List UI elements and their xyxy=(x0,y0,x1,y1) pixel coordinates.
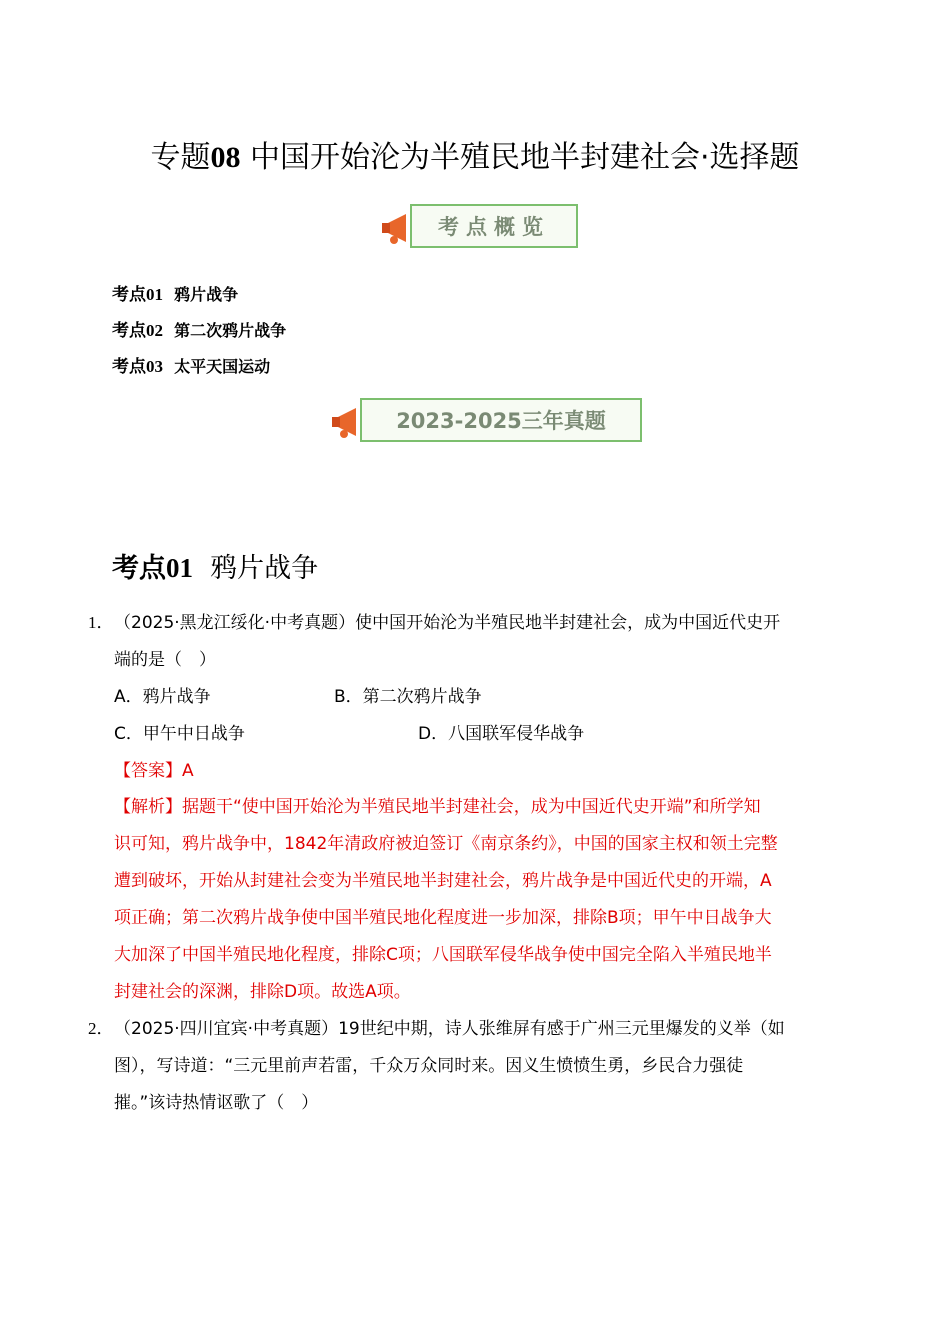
question-text: （2025·四川宜宾·中考真题）19世纪中期，诗人张维屏有感于广州三元里爆发的义举（如 xyxy=(114,1019,785,1039)
section-code: 考点01 xyxy=(112,553,193,583)
analysis-line: 大加深了中国半殖民地化程度，排除C项；八国联军侵华战争使中国完全陷入半殖民地半 xyxy=(114,945,772,965)
question-number: 1． xyxy=(88,613,114,632)
option-b: B．第二次鸦片战争 xyxy=(334,687,482,707)
section-name: 鸦片战争 xyxy=(210,553,319,584)
analysis-line: 项正确；第二次鸦片战争使中国半殖民地化程度进一步加深，排除B项；甲午中日战争大 xyxy=(114,908,772,928)
toc-code: 考点01 xyxy=(112,285,163,304)
title-number: 08 xyxy=(210,141,241,174)
option-c: C．甲午中日战争 xyxy=(114,724,245,744)
overview-banner-text: 考点概览 xyxy=(438,215,550,239)
toc-item-1 xyxy=(112,280,238,305)
answer: 【答案】A xyxy=(114,761,194,781)
toc-item-3 xyxy=(112,352,270,377)
years-banner-text: 2023-2025三年真题 xyxy=(396,409,606,433)
question-number: 2． xyxy=(88,1019,114,1038)
toc-code: 考点03 xyxy=(112,357,163,376)
toc-name: 鸦片战争 xyxy=(174,285,239,304)
overview-banner xyxy=(410,204,578,248)
option-a: A．鸦片战争 xyxy=(114,687,211,707)
toc-item-2 xyxy=(112,316,286,341)
option-d: D．八国联军侵华战争 xyxy=(418,724,585,744)
question-text: 端的是（ ） xyxy=(114,650,216,670)
question-text: 摧。”该诗热情讴歌了（ ） xyxy=(114,1093,319,1113)
title-text: 中国开始沦为半殖民地半封建社会·选择题 xyxy=(250,140,800,175)
question-text: （2025·黑龙江绥化·中考真题）使中国开始沦为半殖民地半封建社会，成为中国近代史开 xyxy=(114,613,781,633)
analysis-line: 遭到破坏，开始从封建社会变为半殖民地半封建社会，鸦片战争是中国近代史的开端，A xyxy=(114,871,772,891)
analysis-line: 封建社会的深渊，排除D项。故选A项。 xyxy=(114,982,411,1002)
question-text: 图），写诗道：“三元里前声若雷，千众万众同时来。因义生愤愤生勇，乡民合力强徒 xyxy=(114,1056,744,1076)
years-banner xyxy=(360,398,642,442)
analysis-line: 【解析】据题干“使中国开始沦为半殖民地半封建社会，成为中国近代史开端”和所学知 xyxy=(114,797,761,817)
page-title xyxy=(0,132,950,176)
toc-code: 考点02 xyxy=(112,321,163,340)
analysis-line: 识可知，鸦片战争中，1842年清政府被迫签订《南京条约》，中国的国家主权和领土完整 xyxy=(114,834,778,854)
toc-name: 第二次鸦片战争 xyxy=(174,321,287,340)
section-heading xyxy=(112,546,318,585)
toc-name: 太平天国运动 xyxy=(174,357,271,376)
title-prefix: 专题 xyxy=(150,140,211,175)
